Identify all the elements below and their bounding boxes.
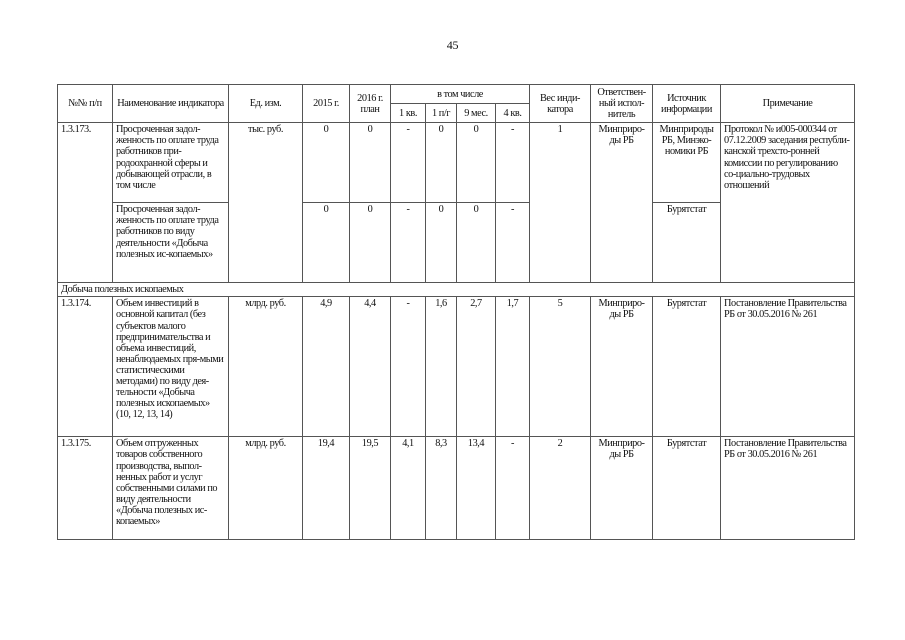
table-row-173a: [58, 123, 855, 203]
weight: 5: [530, 297, 591, 437]
value-h1: 8,3: [426, 437, 457, 540]
value-2015: 0: [303, 123, 350, 203]
value-q4: -: [496, 203, 530, 283]
header-responsible: Ответствен-ный испол-нитель: [591, 85, 653, 123]
value-h1: 0: [426, 203, 457, 283]
header-h1: 1 п/г: [426, 104, 457, 123]
value-2015: 4,9: [303, 297, 350, 437]
section-title: Добыча полезных ископаемых: [58, 283, 855, 297]
value-2015: 19,4: [303, 437, 350, 540]
header-source: Источник информации: [653, 85, 721, 123]
table-row-174: [58, 297, 855, 437]
indicator-name: Объем инвестиций в основной капитал (без субъектов малого предпринимательства и объема инвестиций, ненаблюдаемых пря-мыми статистическими методами) по виду дея-тельности «Добыча полезных ископаемых» (10, 12, 13, 14): [113, 297, 229, 437]
header-q4: 4 кв.: [496, 104, 530, 123]
unit: млрд. руб.: [229, 297, 303, 437]
header-row-1: [58, 85, 855, 104]
header-including: в том числе: [391, 85, 530, 104]
row-num: 1.3.175.: [58, 437, 113, 540]
header-name: Наименование индикатора: [113, 85, 229, 123]
header-weight: Вес инди-катора: [530, 85, 591, 123]
value-9m: 0: [457, 123, 496, 203]
note: Постановление Правительства РБ от 30.05.2016 № 261: [721, 437, 855, 540]
table-row-175: [58, 437, 855, 540]
header-unit: Ед. изм.: [229, 85, 303, 123]
responsible: Минприро-ды РБ: [591, 123, 653, 283]
weight: 1: [530, 123, 591, 283]
value-h1: 0: [426, 123, 457, 203]
source: Бурятстат: [653, 437, 721, 540]
weight: 2: [530, 437, 591, 540]
value-9m: 13,4: [457, 437, 496, 540]
indicator-name: Объем отгруженных товаров собственного производства, выпол-ненных работ и услуг собственными силами по виду деятельности «Добыча полезных ис-копаемых»: [113, 437, 229, 540]
source: Минприроды РБ, Минэко-номики РБ: [653, 123, 721, 203]
header-2016-plan: 2016 г. план: [350, 85, 391, 123]
value-q1: 4,1: [391, 437, 426, 540]
page-number: 45: [446, 38, 459, 52]
unit: млрд. руб.: [229, 437, 303, 540]
value-9m: 2,7: [457, 297, 496, 437]
indicator-name: Просроченная задол-женность по оплате труда работников при-родоохранной сферы и добывающей отрасли, в том числе: [113, 123, 229, 203]
section-row: [58, 283, 855, 297]
value-2016-plan: 0: [350, 123, 391, 203]
note: Протокол № и005-000344 от 07.12.2009 заседания республи-канской трехсто-ронней комиссии по регулированию со-циально-трудовых отношений: [721, 123, 855, 283]
row-num: 1.3.174.: [58, 297, 113, 437]
value-q4: -: [496, 123, 530, 203]
responsible: Минприро-ды РБ: [591, 297, 653, 437]
responsible: Минприро-ды РБ: [591, 437, 653, 540]
value-q4: -: [496, 437, 530, 540]
value-h1: 1,6: [426, 297, 457, 437]
source: Бурятстат: [653, 297, 721, 437]
value-9m: 0: [457, 203, 496, 283]
value-2016-plan: 19,5: [350, 437, 391, 540]
indicators-table: [57, 84, 855, 540]
header-note: Примечание: [721, 85, 855, 123]
value-q1: -: [391, 203, 426, 283]
value-2015: 0: [303, 203, 350, 283]
value-2016-plan: 4,4: [350, 297, 391, 437]
header-q1: 1 кв.: [391, 104, 426, 123]
note: Постановление Правительства РБ от 30.05.2016 № 261: [721, 297, 855, 437]
header-2015: 2015 г.: [303, 85, 350, 123]
source: Бурятстат: [653, 203, 721, 283]
value-q4: 1,7: [496, 297, 530, 437]
value-2016-plan: 0: [350, 203, 391, 283]
header-num: №№ п/п: [58, 85, 113, 123]
value-q1: -: [391, 123, 426, 203]
value-q1: -: [391, 297, 426, 437]
indicator-name: Просроченная задол-женность по оплате труда работников по виду деятельности «Добыча полезных ис-копаемых»: [113, 203, 229, 283]
header-9m: 9 мес.: [457, 104, 496, 123]
row-num: 1.3.173.: [58, 123, 113, 283]
unit: тыс. руб.: [229, 123, 303, 283]
